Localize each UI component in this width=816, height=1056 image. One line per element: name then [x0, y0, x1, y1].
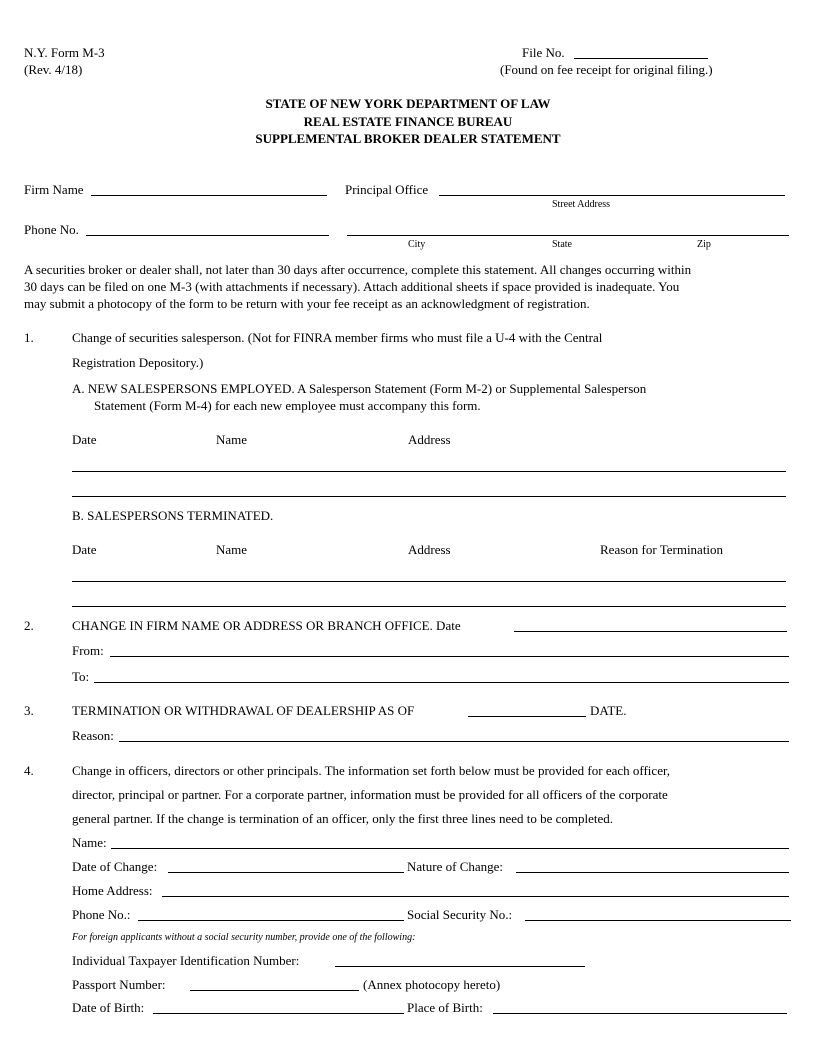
pob-field[interactable] [493, 1013, 787, 1014]
firm-name-label: Firm Name [24, 182, 84, 197]
section-3-heading-start: TERMINATION OR WITHDRAWAL OF DEALERSHIP AS OF [72, 703, 415, 718]
ssn-label: Social Security No.: [407, 907, 513, 922]
file-no-label: File No. [522, 45, 565, 60]
intro-line-2: 30 days can be filed on one M-3 (with attachments if necessary). Attach additional sheets if space provided is inadequate. You [24, 279, 680, 294]
section-1a-name-header: Name [216, 432, 248, 447]
city-label: City [408, 239, 426, 250]
section-2-date-field[interactable] [514, 631, 787, 632]
title-bureau: REAL ESTATE FINANCE BUREAU [303, 114, 513, 129]
section-4-text-3: general partner. If the change is termination of an officer, only the first three lines need to be completed. [72, 811, 614, 826]
section-2-heading: CHANGE IN FIRM NAME OR ADDRESS OR BRANCH OFFICE. Date [72, 618, 461, 633]
section-1a-text-2: Statement (Form M-4) for each new employee must accompany this form. [94, 398, 481, 413]
phone-no-label: Phone No. [24, 222, 79, 237]
city-state-zip-field[interactable] [347, 235, 789, 236]
officer-name-field[interactable] [111, 848, 789, 849]
home-address-field[interactable] [162, 896, 789, 897]
section-3-number: 3. [24, 703, 34, 718]
date-of-change-field[interactable] [168, 872, 404, 873]
foreign-applicant-note: For foreign applicants without a social security number, provide one of the following: [72, 932, 416, 943]
file-no-note: (Found on fee receipt for original filing.) [500, 62, 713, 77]
dob-label: Date of Birth: [72, 1000, 145, 1015]
home-address-label: Home Address: [72, 883, 153, 898]
title-statement: SUPPLEMENTAL BROKER DEALER STATEMENT [255, 131, 561, 146]
section-2-from-field[interactable] [110, 656, 789, 657]
section-1a-entry-line-1[interactable] [72, 471, 786, 472]
itin-field[interactable] [335, 966, 585, 967]
section-2-from-label: From: [72, 643, 104, 658]
section-2-to-field[interactable] [94, 682, 789, 683]
form-id: N.Y. Form M-3 [24, 45, 105, 60]
passport-field[interactable] [190, 990, 359, 991]
section-4-number: 4. [24, 763, 34, 778]
form-revision: (Rev. 4/18) [24, 62, 83, 77]
dob-field[interactable] [153, 1013, 404, 1014]
ssn-field[interactable] [525, 920, 791, 921]
section-1b-date-header: Date [72, 542, 97, 557]
section-1-text-2: Registration Depository.) [72, 355, 204, 370]
section-1-text-1: Change of securities salesperson. (Not for FINRA member firms who must file a U-4 with the Central [72, 330, 603, 345]
section-1b-entry-line-2[interactable] [72, 606, 786, 607]
passport-label: Passport Number: [72, 977, 166, 992]
principal-office-label: Principal Office [345, 182, 429, 197]
officer-phone-label: Phone No.: [72, 907, 131, 922]
street-address-label: Street Address [552, 199, 611, 210]
section-1b-reason-header: Reason for Termination [600, 542, 724, 557]
firm-name-field[interactable] [91, 195, 327, 196]
phone-no-field[interactable] [86, 235, 329, 236]
officer-phone-field[interactable] [138, 920, 404, 921]
section-2-to-label: To: [72, 669, 90, 684]
section-3-date-field[interactable] [468, 716, 586, 717]
state-label: State [552, 239, 572, 250]
section-1b-entry-line-1[interactable] [72, 581, 786, 582]
section-2-number: 2. [24, 618, 34, 633]
section-1b-heading: B. SALESPERSONS TERMINATED. [72, 508, 274, 523]
zip-label: Zip [697, 239, 711, 250]
section-1b-address-header: Address [408, 542, 451, 557]
section-1-number: 1. [24, 330, 34, 345]
officer-name-label: Name: [72, 835, 107, 850]
section-1b-name-header: Name [216, 542, 248, 557]
nature-of-change-label: Nature of Change: [407, 859, 504, 874]
annex-note: (Annex photocopy hereto) [363, 977, 501, 992]
itin-label: Individual Taxpayer Identification Number: [72, 953, 300, 968]
section-3-reason-label: Reason: [72, 728, 114, 743]
section-3-reason-field[interactable] [119, 741, 789, 742]
pob-label: Place of Birth: [407, 1000, 483, 1015]
nature-of-change-field[interactable] [516, 872, 789, 873]
section-3-heading-end: DATE. [590, 703, 627, 718]
date-of-change-label: Date of Change: [72, 859, 158, 874]
title-department: STATE OF NEW YORK DEPARTMENT OF LAW [265, 96, 551, 111]
section-4-text-2: director, principal or partner. For a corporate partner, information must be provided for all officers of the corporate [72, 787, 668, 802]
section-1a-text-1: A. NEW SALESPERSONS EMPLOYED. A Salesperson Statement (Form M-2) or Supplemental Salesperson [72, 381, 647, 396]
intro-line-3: may submit a photocopy of the form to be return with your fee receipt as an acknowledgment of registration. [24, 296, 590, 311]
principal-office-field[interactable] [439, 195, 785, 196]
section-1a-address-header: Address [408, 432, 451, 447]
intro-line-1: A securities broker or dealer shall, not later than 30 days after occurrence, complete this statement. All changes occurring within [24, 262, 692, 277]
section-1a-entry-line-2[interactable] [72, 496, 786, 497]
section-1a-date-header: Date [72, 432, 97, 447]
file-no-field[interactable] [574, 58, 708, 59]
section-4-text-1: Change in officers, directors or other principals. The information set forth below must be provided for each officer, [72, 763, 671, 778]
